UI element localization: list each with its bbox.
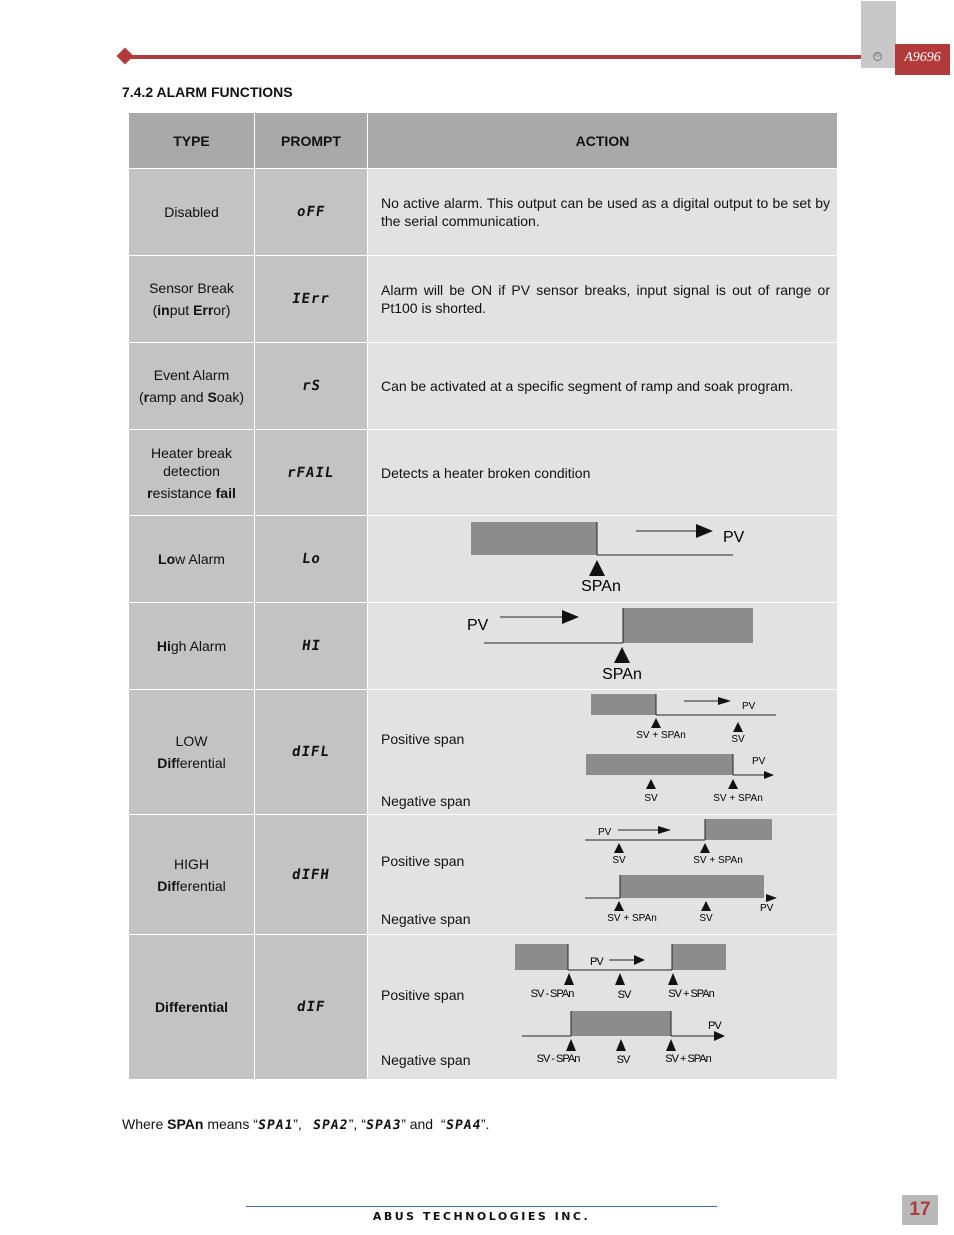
type-cell xyxy=(129,690,255,815)
prompt-code: dIFH xyxy=(291,866,331,883)
type-bold: r xyxy=(143,389,150,405)
sv-minus-label: SV - SPAn xyxy=(536,1053,580,1065)
type-bold: Dif xyxy=(157,877,176,894)
marker-icon xyxy=(616,1039,626,1051)
action-cell xyxy=(368,430,838,516)
type-line xyxy=(129,875,254,897)
type-cell xyxy=(129,815,255,935)
pv-arrow-icon xyxy=(696,524,713,538)
type-line xyxy=(129,299,254,321)
prompt-cell xyxy=(255,603,368,690)
type-line: Heater break xyxy=(151,444,232,461)
type-text: ferential xyxy=(175,877,226,894)
type-cell xyxy=(129,256,255,343)
prompt-code: SPA2 xyxy=(312,1118,350,1133)
note-bold: SPAn xyxy=(167,1116,204,1132)
table-row xyxy=(129,516,838,603)
marker-icon xyxy=(700,843,710,853)
prompt-code: dIFL xyxy=(291,744,331,760)
low-differential-diagram xyxy=(368,690,838,815)
marker-icon xyxy=(615,973,625,985)
pv-arrow-icon xyxy=(634,955,645,965)
negative-alarm-zone xyxy=(620,875,764,898)
marker-icon xyxy=(646,779,656,789)
page-number: 17 xyxy=(902,1195,938,1225)
alarm-zone xyxy=(471,522,597,555)
type-bold: Lo xyxy=(158,551,176,567)
sv-label: SV xyxy=(644,793,658,804)
action-text: No active alarm. This output can be used as a digital output to be set by the serial communication. xyxy=(381,195,830,229)
type-cell xyxy=(129,343,255,430)
table-row xyxy=(129,256,838,343)
positive-alarm-zone xyxy=(705,819,772,840)
sv-span-label: SV + SPAn xyxy=(693,855,743,866)
footer-company: ABUS TECHNOLOGIES INC. xyxy=(372,1210,591,1223)
prompt-cell xyxy=(255,815,368,935)
prompt-cell xyxy=(255,935,368,1080)
prompt-code: SPA4 xyxy=(444,1118,482,1133)
sv-label: SV xyxy=(731,734,745,745)
prompt-cell xyxy=(255,169,368,256)
pv-label: PV xyxy=(590,956,603,968)
type-line xyxy=(129,386,254,408)
action-cell xyxy=(368,690,838,815)
type-text: w Alarm xyxy=(175,551,225,567)
differential-diagram xyxy=(368,935,838,1080)
marker-icon xyxy=(566,1039,576,1051)
header-prompt: PROMPT xyxy=(255,113,368,169)
span-label: SPAn xyxy=(602,666,642,683)
type-bold: fail xyxy=(215,484,236,501)
type-text: oak) xyxy=(216,389,245,405)
type-line xyxy=(129,752,254,774)
span-marker-icon xyxy=(589,560,605,576)
marker-icon xyxy=(728,779,738,789)
sv-label: SV xyxy=(699,913,713,924)
span-note xyxy=(122,1116,489,1133)
prompt-cell xyxy=(255,516,368,603)
pv-arrow-icon xyxy=(562,610,579,624)
marker-icon xyxy=(614,901,624,911)
prompt-cell xyxy=(255,343,368,430)
positive-alarm-zone xyxy=(591,694,656,715)
type-bold: Err xyxy=(193,302,214,318)
action-cell xyxy=(368,256,838,343)
sv-plus-label: SV + SPAn xyxy=(665,1053,711,1065)
header-action: ACTION xyxy=(368,113,838,169)
table-row xyxy=(129,603,838,690)
type-cell xyxy=(129,516,255,603)
action-cell xyxy=(368,603,838,690)
header-diamond-icon xyxy=(117,48,134,65)
action-cell xyxy=(368,935,838,1080)
pv-label: PV xyxy=(723,529,745,546)
negative-span-label: Negative span xyxy=(381,1052,471,1068)
type-line: Event Alarm xyxy=(153,367,230,383)
pv-arrow-icon xyxy=(766,894,777,902)
sv-label: SV xyxy=(617,989,631,1001)
type-text: ( xyxy=(138,389,144,405)
type-cell xyxy=(129,430,255,516)
section-title: 7.4.2 ALARM FUNCTIONS xyxy=(122,84,293,100)
prompt-code: oFF xyxy=(295,204,327,220)
action-cell xyxy=(368,169,838,256)
alarm-functions-table xyxy=(128,112,838,1080)
low-alarm-diagram xyxy=(368,516,838,603)
alarm-zone xyxy=(623,608,753,643)
note-text: ”, xyxy=(293,1116,314,1132)
marker-icon xyxy=(651,718,661,728)
table-header-row xyxy=(129,113,838,169)
pv-label: PV xyxy=(598,827,612,838)
model-badge: A9696 xyxy=(895,44,950,75)
marker-icon xyxy=(614,843,624,853)
type-text: or) xyxy=(213,302,231,318)
marker-icon xyxy=(668,973,678,985)
marker-icon xyxy=(733,722,743,732)
type-bold: S xyxy=(207,389,217,405)
note-text: ”. xyxy=(480,1116,490,1132)
pv-label: PV xyxy=(760,903,774,914)
type-line: Sensor Break xyxy=(149,280,234,296)
lower-alarm-zone xyxy=(515,944,568,970)
type-bold: Hi xyxy=(156,638,171,654)
negative-span-label: Negative span xyxy=(381,911,471,927)
pv-label: PV xyxy=(742,701,756,712)
sv-label: SV xyxy=(616,1054,630,1066)
sv-label: SV xyxy=(612,855,626,866)
type-text: ferential xyxy=(175,755,226,771)
note-text: ”, “ xyxy=(348,1116,366,1132)
type-text: put xyxy=(169,302,194,318)
header-rule xyxy=(125,55,865,59)
footer-rule xyxy=(246,1206,717,1207)
prompt-code: IErr xyxy=(291,291,331,307)
middle-alarm-zone xyxy=(571,1011,671,1036)
prompt-code: SPA1 xyxy=(256,1118,295,1133)
pv-arrow-icon xyxy=(718,697,731,705)
pv-arrow-icon xyxy=(658,826,671,834)
type-cell xyxy=(129,603,255,690)
prompt-code: dIF xyxy=(295,999,327,1015)
action-cell xyxy=(368,815,838,935)
pv-label: PV xyxy=(467,617,489,634)
prompt-cell xyxy=(255,256,368,343)
prompt-code: Lo xyxy=(300,551,322,567)
negative-span-label: Negative span xyxy=(381,793,471,809)
span-label: SPAn xyxy=(581,578,621,595)
prompt-cell xyxy=(255,430,368,516)
pv-arrow-icon xyxy=(714,1031,725,1041)
table-row xyxy=(129,343,838,430)
type-text: gh Alarm xyxy=(170,638,227,654)
table-row xyxy=(129,815,838,935)
prompt-code: HI xyxy=(300,638,322,654)
positive-span-label: Positive span xyxy=(381,731,465,747)
prompt-code: SPA3 xyxy=(364,1118,403,1133)
pv-label: PV xyxy=(752,756,766,767)
action-cell xyxy=(368,343,838,430)
type-line: detection xyxy=(163,462,220,479)
sv-plus-label: SV + SPAn xyxy=(668,988,714,1000)
action-text: Can be activated at a specific segment of ramp and soak program. xyxy=(381,378,794,394)
marker-icon xyxy=(701,901,711,911)
type-text: esistance xyxy=(152,484,216,501)
positive-span-label: Positive span xyxy=(381,853,465,869)
type-cell xyxy=(129,935,255,1080)
sv-span-label: SV + SPAn xyxy=(607,913,657,924)
prompt-cell xyxy=(255,690,368,815)
prompt-code: rS xyxy=(300,378,322,394)
sv-span-label: SV + SPAn xyxy=(713,793,763,804)
action-text: Detects a heater broken condition xyxy=(381,464,591,481)
action-text: Alarm will be ON if PV sensor breaks, input signal is out of range or Pt100 is shorted. xyxy=(381,282,830,316)
negative-alarm-zone xyxy=(586,754,733,775)
positive-span-label: Positive span xyxy=(381,987,465,1003)
upper-alarm-zone xyxy=(672,944,726,970)
registered-icon: ® xyxy=(873,52,882,61)
type-bold: Dif xyxy=(157,755,176,771)
type-cell: Disabled xyxy=(129,169,255,256)
type-bold: Differential xyxy=(154,999,229,1015)
action-cell xyxy=(368,516,838,603)
marker-icon xyxy=(666,1039,676,1051)
type-bold: in xyxy=(157,302,170,318)
high-alarm-diagram xyxy=(368,603,838,690)
note-text: Where xyxy=(122,1116,168,1132)
table-row xyxy=(129,690,838,815)
type-line: HIGH xyxy=(174,855,209,872)
table-row xyxy=(129,169,838,256)
type-bold: r xyxy=(147,484,153,501)
type-line: LOW xyxy=(175,733,208,749)
table-row xyxy=(129,430,838,516)
note-text: ” and “ xyxy=(401,1116,446,1132)
table-row xyxy=(129,935,838,1080)
pv-label: PV xyxy=(708,1020,721,1032)
prompt-code: rFAIL xyxy=(286,464,336,481)
type-text: amp and xyxy=(149,389,208,405)
pv-arrow-icon xyxy=(764,771,774,779)
marker-icon xyxy=(564,973,574,985)
type-text: ( xyxy=(152,302,158,318)
sv-span-label: SV + SPAn xyxy=(636,730,686,741)
span-marker-icon xyxy=(614,647,630,663)
header-type: TYPE xyxy=(129,113,255,169)
type-line xyxy=(129,484,254,502)
high-differential-diagram xyxy=(368,815,838,935)
sv-minus-label: SV - SPAn xyxy=(530,988,574,1000)
note-text: means “ xyxy=(203,1116,258,1132)
